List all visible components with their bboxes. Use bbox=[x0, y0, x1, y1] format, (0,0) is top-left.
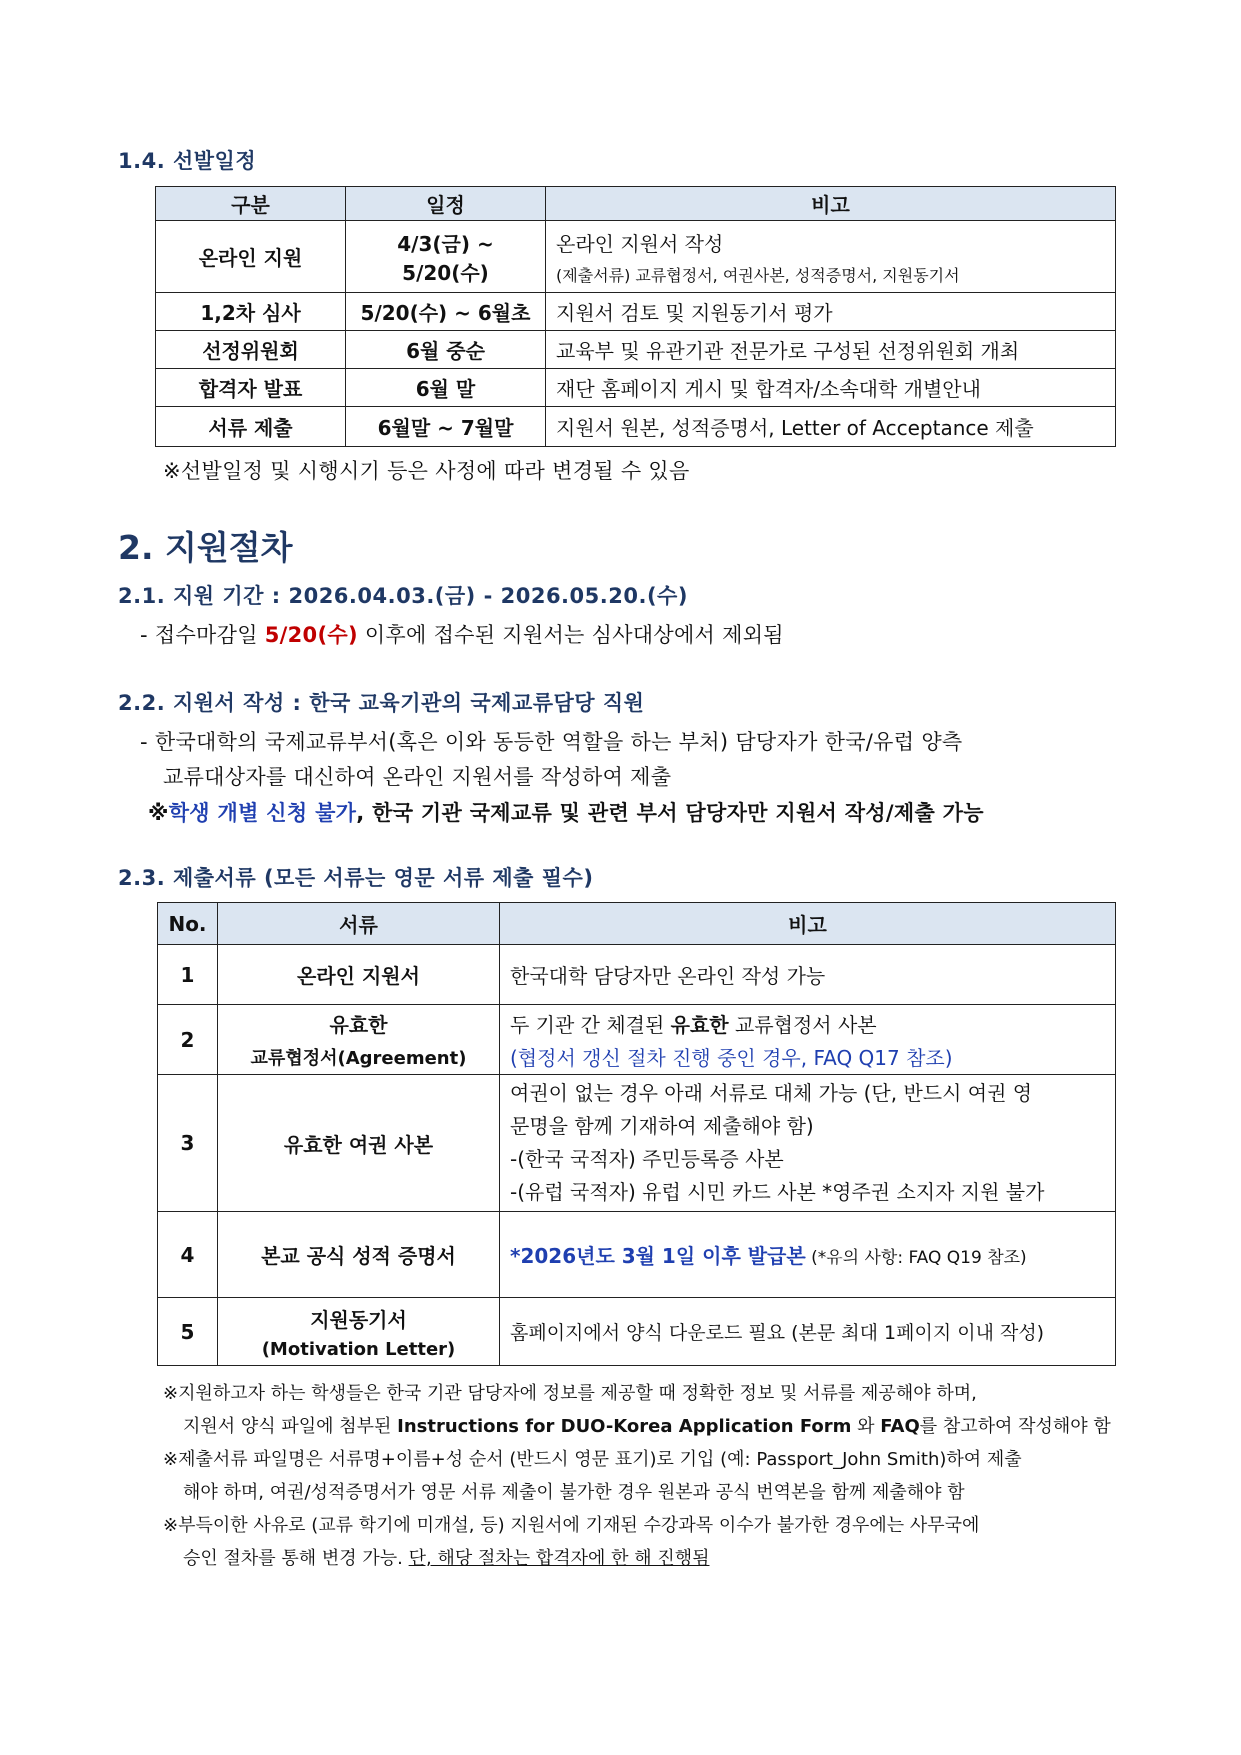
doc-name: 유효한 여권 사본 bbox=[218, 1075, 500, 1212]
doc-name bbox=[218, 1005, 500, 1075]
note-highlight: 학생 개별 신청 불가 bbox=[168, 801, 357, 825]
doc-name bbox=[218, 1298, 500, 1366]
doc-name-line: 교류협정서(Agreement) bbox=[250, 1048, 467, 1069]
doc-note: 한국대학 담당자만 온라인 작성 가능 bbox=[500, 945, 1116, 1005]
doc-note: 홈페이지에서 양식 다운로드 필요 (본문 최대 1페이지 이내 작성) bbox=[500, 1298, 1116, 1366]
documents-row bbox=[158, 1212, 1116, 1298]
author-line-2: 교류대상자를 대신하여 온라인 지원서를 작성하여 제출 bbox=[163, 765, 672, 789]
header-doc: 서류 bbox=[218, 903, 500, 945]
note-line: ※부득이한 사유로 (교류 학기에 미개설, 등) 지원서에 기재된 수강과목 이수가 불가한 경우에는 사무국에 bbox=[163, 1515, 980, 1536]
documents-notes bbox=[163, 1377, 1111, 1575]
doc-note bbox=[500, 1212, 1116, 1298]
row-note: 지원서 검토 및 지원동기서 평가 bbox=[546, 293, 1116, 331]
note-text: 지원서 양식 파일에 첨부된 bbox=[183, 1416, 398, 1437]
row-date: 6월 중순 bbox=[346, 331, 546, 369]
note-text: 두 기관 간 체결된 bbox=[510, 1012, 671, 1037]
header-category: 구분 bbox=[156, 187, 346, 221]
row-date: 6월 말 bbox=[346, 369, 546, 407]
doc-note-line: 여권이 없는 경우 아래 서류로 대체 가능 (단, 반드시 여권 영 bbox=[510, 1081, 1033, 1105]
documents-row bbox=[158, 1298, 1116, 1366]
row-note bbox=[546, 221, 1116, 293]
doc-note bbox=[500, 1005, 1116, 1075]
doc-note-line: 문명을 함께 기재하여 제출해야 함) bbox=[510, 1114, 814, 1138]
note-line: 온라인 지원서 작성 bbox=[556, 231, 724, 256]
documents-row bbox=[158, 945, 1116, 1005]
schedule-row bbox=[156, 221, 1116, 293]
row-category: 선정위원회 bbox=[156, 331, 346, 369]
note-text: (*유의 사항: FAQ Q19 참조) bbox=[805, 1248, 1027, 1268]
note-bold: 유효한 bbox=[670, 1012, 729, 1037]
section-1-4-title: 1.4. 선발일정 bbox=[118, 149, 257, 173]
schedule-footnote: ※선발일정 및 시행시기 등은 사정에 따라 변경될 수 있음 bbox=[163, 459, 690, 483]
doc-name-line: 지원동기서 bbox=[310, 1307, 407, 1332]
row-note: 지원서 원본, 성적증명서, Letter of Acceptance 제출 bbox=[546, 407, 1116, 447]
schedule-row bbox=[156, 293, 1116, 331]
row-category: 1,2차 심사 bbox=[156, 293, 346, 331]
note-line: ※지원하고자 하는 학생들은 한국 기관 담당자에 정보를 제공할 때 정확한 정보 및 서류를 제공해야 하며, bbox=[163, 1383, 977, 1404]
note-line: 해야 하며, 여권/성적증명서가 영문 서류 제출이 불가한 경우 원본과 공식 번역본을 함께 제출해야 함 bbox=[183, 1482, 965, 1503]
note-text: 교류협정서 사본 bbox=[728, 1012, 877, 1037]
note-bold: FAQ bbox=[880, 1416, 920, 1437]
section-2-3-title: 2.3. 제출서류 (모든 서류는 영문 서류 제출 필수) bbox=[118, 866, 594, 890]
doc-name: 본교 공식 성적 증명서 bbox=[218, 1212, 500, 1298]
doc-no: 1 bbox=[158, 945, 218, 1005]
note-line-small: (제출서류) 교류협정서, 여권사본, 성적증명서, 지원동기서 bbox=[556, 265, 960, 285]
documents-header-row bbox=[158, 903, 1116, 945]
doc-note-line: -(한국 국적자) 주민등록증 사본 bbox=[510, 1147, 784, 1171]
doc-name-line: 유효한 bbox=[329, 1013, 388, 1037]
row-category: 합격자 발표 bbox=[156, 369, 346, 407]
author-note bbox=[148, 797, 984, 827]
row-date: 6월말 ~ 7월말 bbox=[346, 407, 546, 447]
doc-note-line-blue: (협정서 갱신 절차 진행 중인 경우, FAQ Q17 참조) bbox=[510, 1045, 953, 1070]
note-line: ※제출서류 파일명은 서류명+이름+성 순서 (반드시 영문 표기)로 기입 (예: Passport_John Smith)하여 제출 bbox=[163, 1449, 1022, 1470]
note-underline: 단, 해당 절차는 합격자에 한 해 진행됨 bbox=[408, 1548, 710, 1569]
doc-note-line bbox=[510, 1009, 1105, 1038]
documents-table bbox=[157, 902, 1116, 1366]
author-line-1: - 한국대학의 국제교류부서(혹은 이와 동등한 역할을 하는 부처) 담당자가 한국/유럽 양측 bbox=[140, 730, 963, 754]
row-category: 서류 제출 bbox=[156, 407, 346, 447]
documents-row bbox=[158, 1075, 1116, 1212]
note-text: 와 bbox=[851, 1416, 881, 1437]
note-highlight: *2026년도 3월 1일 이후 발급본 bbox=[510, 1244, 806, 1268]
deadline-prefix: - 접수마감일 bbox=[140, 623, 265, 647]
deadline-line bbox=[140, 619, 784, 649]
doc-note bbox=[500, 1075, 1116, 1212]
section-2-title: 2. 지원절차 bbox=[118, 528, 293, 567]
header-note: 비고 bbox=[500, 903, 1116, 945]
header-note: 비고 bbox=[546, 187, 1116, 221]
row-note: 재단 홈페이지 게시 및 합격자/소속대학 개별안내 bbox=[546, 369, 1116, 407]
note-mark: ※ bbox=[148, 801, 169, 825]
schedule-table bbox=[155, 186, 1116, 447]
header-no: No. bbox=[158, 903, 218, 945]
note-rest: , 한국 기관 국제교류 및 관련 부서 담당자만 지원서 작성/제출 가능 bbox=[356, 801, 984, 825]
doc-no: 3 bbox=[158, 1075, 218, 1212]
deadline-date: 5/20(수) bbox=[264, 623, 358, 647]
doc-no: 4 bbox=[158, 1212, 218, 1298]
row-note: 교육부 및 유관기관 전문가로 구성된 선정위원회 개최 bbox=[546, 331, 1116, 369]
note-bold: Instructions for DUO-Korea Application Form bbox=[397, 1416, 852, 1437]
doc-name-line: (Motivation Letter) bbox=[261, 1338, 456, 1360]
schedule-header-row bbox=[156, 187, 1116, 221]
doc-name: 온라인 지원서 bbox=[218, 945, 500, 1005]
schedule-row bbox=[156, 369, 1116, 407]
row-date: 5/20(수) ~ 6월초 bbox=[346, 293, 546, 331]
note-text: 를 참고하여 작성해야 함 bbox=[919, 1416, 1111, 1437]
documents-row bbox=[158, 1005, 1116, 1075]
section-2-2-title: 2.2. 지원서 작성 : 한국 교육기관의 국제교류담당 직원 bbox=[118, 691, 645, 715]
row-date: 4/3(금) ~ 5/20(수) bbox=[346, 221, 546, 293]
header-date: 일정 bbox=[346, 187, 546, 221]
schedule-row bbox=[156, 407, 1116, 447]
note-text: 승인 절차를 통해 변경 가능. bbox=[183, 1548, 409, 1569]
deadline-suffix: 이후에 접수된 지원서는 심사대상에서 제외됨 bbox=[357, 623, 784, 647]
note-line bbox=[163, 1410, 1111, 1443]
doc-note-line: -(유럽 국적자) 유럽 시민 카드 사본 *영주권 소지자 지원 불가 bbox=[510, 1180, 1045, 1204]
section-2-1-title: 2.1. 지원 기간 : 2026.04.03.(금) - 2026.05.20.(수) bbox=[118, 584, 688, 608]
note-line bbox=[163, 1542, 1111, 1575]
doc-no: 5 bbox=[158, 1298, 218, 1366]
doc-no: 2 bbox=[158, 1005, 218, 1075]
row-category: 온라인 지원 bbox=[156, 221, 346, 293]
schedule-row bbox=[156, 331, 1116, 369]
